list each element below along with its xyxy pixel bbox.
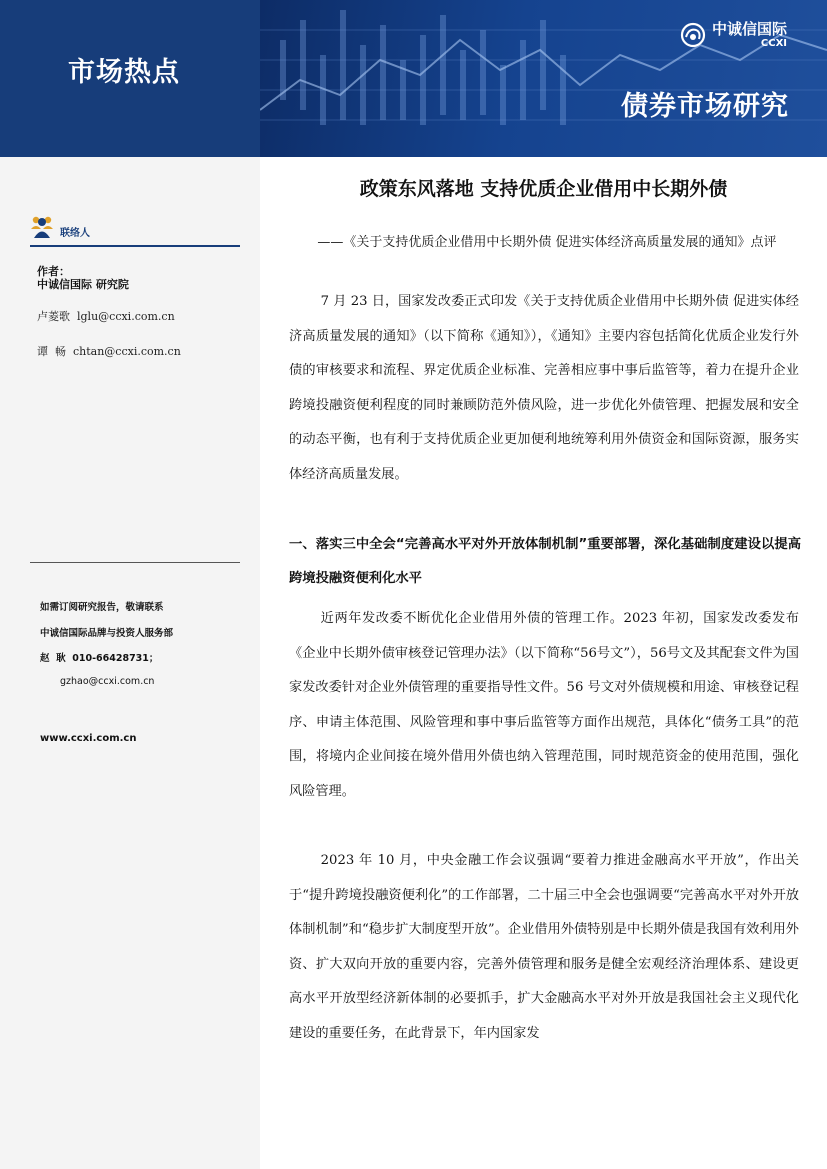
paragraph: 7 月 23 日，国家发改委正式印发《关于支持优质企业借用中长期外债 促进实体经济高质量发展的通知》（以下简称《通知》），《通知》主要内容包括简化优质企业发行外债的审核要求和流程、界定优质企业标准、完善相应事中事后监管等，着力在提升企业跨境投融资便利程度的同时兼顾防范外债风险，进一步优化外债管理、把握发展和安全的动态平衡，也有利于支持优质企业更加便利地统筹利用外债资金和国际资源，服务实体经济高质量发展。 xyxy=(289,294,799,482)
section-tag: 市场热点 xyxy=(68,57,180,88)
contact-phone: 010-66428731； xyxy=(72,653,159,664)
logo-mark-icon xyxy=(678,20,708,50)
logo-chinese: 中诚信国际 xyxy=(711,20,787,38)
report-series: 债券市场研究 xyxy=(621,91,789,122)
paragraph: 近两年发改委不断优化企业借用外债的管理工作。2023 年初，国家发改委发布《企业中长期外债审核登记管理办法》（以下简称“56号文”），56号文及其配套文件为国家发改委针对企业外债管理的重要指导性文件。56 号文对外债规模和用途、审核登记程序、申请主体范围、风险管理和事中事后监管等方面作出规范，具体化“债务工具”的范围，将境内企业间接在境外借用外债也纳入管理范围，同时规范资金的使用范围，强化风险管理。 xyxy=(289,611,799,799)
author-name: 谭 畅 xyxy=(37,345,66,358)
subscribe-dept: 中诚信国际品牌与投资人服务部 xyxy=(40,628,174,639)
authors-label: 作者： xyxy=(37,265,70,278)
section-heading: 一、落实三中全会“完善高水平对外开放体制机制”重要部署，深化基础制度建设以提高跨境投融资便利化水平 xyxy=(289,537,801,586)
contact-heading xyxy=(30,213,90,239)
author-email[interactable]: lglu@ccxi.com.cn xyxy=(77,310,175,323)
authors-org: 中诚信国际 研究院 xyxy=(37,278,129,291)
website-link[interactable]: www.ccxi.com.cn xyxy=(40,733,137,744)
contact-email[interactable]: gzhao@ccxi.com.cn xyxy=(60,676,155,687)
paragraph: 2023 年 10 月，中央金融工作会议强调“要着力推进金融高水平开放”，作出关于“提升跨境投融资便利化”的工作部署，二十届三中全会也强调要“完善高水平对外开放体制机制”和“稳步扩大制度型开放”。企业借用外债特别是中长期外债是我国有效利用外资、扩大双向开放的重要内容，完善外债管理和服务是健全宏观经济治理体系、建设更高水平开放型经济新体制的必要抓手，扩大金融高水平对外开放是我国社会主义现代化建设的重要任务，在此背景下，年内国家发 xyxy=(289,853,799,1041)
sidebar-divider xyxy=(30,245,240,247)
sidebar-divider-thin xyxy=(30,562,240,563)
author-entry xyxy=(37,343,181,359)
ccxi-logo xyxy=(678,20,787,50)
logo-english: CCXI xyxy=(760,38,787,49)
subscribe-line: 如需订阅研究报告，敬请联系 xyxy=(40,602,164,613)
subscribe-contact xyxy=(40,650,158,664)
contact-label: 联络人 xyxy=(60,227,90,239)
author-entry xyxy=(37,308,175,324)
contact-person-icon xyxy=(30,213,54,239)
author-email[interactable]: chtan@ccxi.com.cn xyxy=(73,345,181,358)
article-subtitle: ——《关于支持优质企业借用中长期外债 促进实体经济高质量发展的通知》点评 xyxy=(317,235,777,250)
author-name: 卢菱歌 xyxy=(37,310,70,323)
contact-name: 赵 耿 xyxy=(40,653,66,664)
article-title: 政策东风落地 支持优质企业借用中长期外债 xyxy=(359,178,728,200)
